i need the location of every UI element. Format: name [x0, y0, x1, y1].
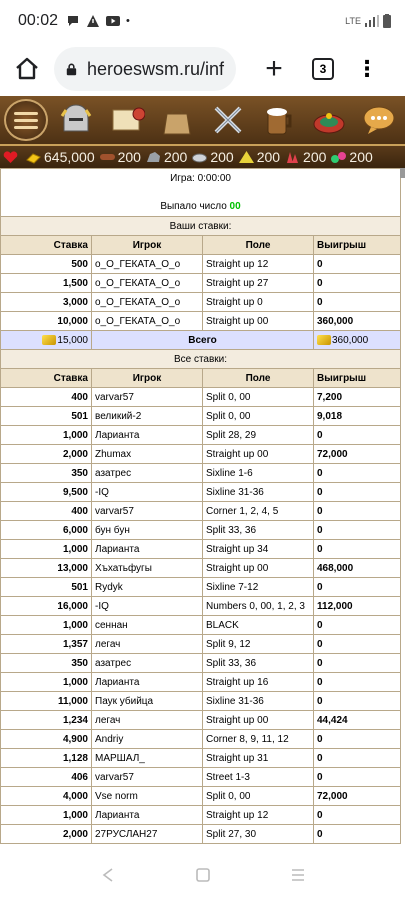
game-nav-bar — [0, 96, 405, 146]
all-bets-body — [1, 388, 401, 844]
status-bar — [0, 0, 405, 42]
bet-row — [1, 521, 401, 540]
resource-gold — [25, 149, 95, 165]
resource-gold-value: 645,000 — [44, 149, 95, 165]
bet-field-cell: Straight up 00 — [203, 559, 314, 578]
win-amount-cell: 0 — [314, 464, 401, 483]
bet-row — [1, 293, 401, 312]
bet-amount-cell: 501 — [1, 578, 92, 597]
win-amount-cell: 9,018 — [314, 407, 401, 426]
player-name-cell: varvar57 — [92, 388, 203, 407]
player-name-cell: -IQ — [92, 483, 203, 502]
bet-amount-cell: 2,000 — [1, 825, 92, 844]
bet-row — [1, 274, 401, 293]
total-bet-value: 15,000 — [57, 334, 88, 346]
gold-icon — [317, 335, 331, 345]
bet-amount-cell: 16,000 — [1, 597, 92, 616]
bet-row — [1, 616, 401, 635]
win-amount-cell: 0 — [314, 255, 401, 274]
bet-amount-cell: 350 — [1, 464, 92, 483]
mercury-icon — [191, 150, 208, 164]
bet-amount-cell: 400 — [1, 388, 92, 407]
bet-row — [1, 825, 401, 844]
bet-field-cell: Straight up 0 — [203, 293, 314, 312]
player-name-cell: Ларианта — [92, 540, 203, 559]
home-nav-icon[interactable] — [195, 867, 211, 883]
win-amount-cell: 0 — [314, 521, 401, 540]
bet-row — [1, 711, 401, 730]
bet-field-cell: Corner 8, 9, 11, 12 — [203, 730, 314, 749]
bet-field-cell: Sixline 7-12 — [203, 578, 314, 597]
win-amount-cell: 0 — [314, 825, 401, 844]
win-amount-cell: 0 — [314, 692, 401, 711]
player-name-cell: Паук убийца — [92, 692, 203, 711]
bet-field-cell: Split 0, 00 — [203, 388, 314, 407]
all-bets-title: Все ставки: — [1, 350, 401, 369]
roulette-results-table — [0, 168, 401, 844]
bet-amount-cell: 6,000 — [1, 521, 92, 540]
game-status: Игра: 0:00:00 — [1, 169, 401, 188]
bet-row — [1, 312, 401, 331]
browser-toolbar — [0, 42, 405, 96]
total-row — [1, 331, 401, 350]
bet-amount-cell: 3,000 — [1, 293, 92, 312]
roulette-button[interactable] — [307, 99, 351, 141]
bet-field-cell: Split 27, 30 — [203, 825, 314, 844]
my-bets-header — [1, 236, 401, 255]
bet-row — [1, 692, 401, 711]
resource-mercury-value: 200 — [210, 149, 234, 165]
win-amount-cell: 0 — [314, 540, 401, 559]
bet-field-cell: Straight up 00 — [203, 312, 314, 331]
win-amount-cell: 360,000 — [314, 312, 401, 331]
total-label: Всего — [92, 331, 314, 350]
back-nav-icon[interactable] — [100, 867, 116, 883]
bet-field-cell: Split 33, 36 — [203, 654, 314, 673]
bet-row — [1, 597, 401, 616]
player-name-cell: Zhumax — [92, 445, 203, 464]
bet-field-cell: Straight up 27 — [203, 274, 314, 293]
player-name-cell: Ларианта — [92, 806, 203, 825]
all-bets-header — [1, 369, 401, 388]
bet-field-cell: Straight up 16 — [203, 673, 314, 692]
bet-row — [1, 806, 401, 825]
bet-amount-cell: 1,357 — [1, 635, 92, 654]
youtube-notification-icon — [106, 14, 120, 28]
bet-amount-cell: 350 — [1, 654, 92, 673]
bet-amount-cell: 1,000 — [1, 616, 92, 635]
win-amount-cell: 0 — [314, 635, 401, 654]
win-amount-cell: 112,000 — [314, 597, 401, 616]
hero-helmet-button[interactable] — [55, 99, 99, 141]
bet-row — [1, 787, 401, 806]
bet-field-cell: Street 1-3 — [203, 768, 314, 787]
bet-row — [1, 730, 401, 749]
signal-icon — [365, 15, 379, 27]
browser-menu-button[interactable]: ⋮ — [356, 56, 378, 81]
bet-amount-cell: 1,234 — [1, 711, 92, 730]
wood-icon — [99, 150, 116, 164]
more-notifications-dot: • — [126, 15, 130, 27]
battery-icon — [383, 14, 391, 28]
win-amount-cell: 72,000 — [314, 445, 401, 464]
player-name-cell: азатрес — [92, 654, 203, 673]
my-bets-title: Ваши ставки: — [1, 217, 401, 236]
win-amount-cell: 7,200 — [314, 388, 401, 407]
ore-icon — [145, 150, 162, 164]
scroll-map-icon — [109, 104, 145, 136]
beer-mug-icon — [260, 102, 296, 138]
bet-field-cell: Sixline 1-6 — [203, 464, 314, 483]
player-name-cell: Andriy — [92, 730, 203, 749]
resource-ore-value: 200 — [163, 149, 188, 165]
bet-amount-cell: 4,900 — [1, 730, 92, 749]
resource-ore — [145, 149, 187, 165]
resources-bar — [0, 146, 405, 168]
map-scroll-button[interactable] — [105, 99, 149, 141]
win-amount-cell: 0 — [314, 616, 401, 635]
bet-row — [1, 502, 401, 521]
bet-field-cell: Straight up 31 — [203, 749, 314, 768]
warning-notification-icon — [86, 14, 100, 28]
roulette-wheel-icon — [311, 102, 347, 138]
status-right — [345, 14, 391, 28]
total-win-cell — [314, 331, 401, 350]
battles-swords-button[interactable] — [206, 99, 250, 141]
chat-button[interactable] — [358, 99, 402, 141]
bet-field-cell: Split 0, 00 — [203, 407, 314, 426]
bet-row — [1, 749, 401, 768]
win-amount-cell: 0 — [314, 768, 401, 787]
resource-crystal-value: 200 — [303, 149, 327, 165]
bet-field-cell: Straight up 00 — [203, 445, 314, 464]
resource-mercury — [191, 149, 233, 165]
bet-amount-cell: 1,128 — [1, 749, 92, 768]
bag-icon — [159, 102, 195, 138]
bet-field-cell: Straight up 00 — [203, 711, 314, 730]
player-name-cell: сеннан — [92, 616, 203, 635]
bet-row — [1, 635, 401, 654]
player-name-cell: o_O_ГЕКАТА_O_o — [92, 274, 203, 293]
result-prefix: Выпало число — [160, 201, 227, 213]
bet-amount-cell: 1,500 — [1, 274, 92, 293]
bet-amount-cell: 11,000 — [1, 692, 92, 711]
roulette-results-content[interactable] — [0, 168, 405, 845]
player-name-cell: o_O_ГЕКАТА_O_o — [92, 312, 203, 331]
col-field-header: Поле — [203, 236, 314, 255]
bet-field-cell: Split 28, 29 — [203, 426, 314, 445]
win-amount-cell: 0 — [314, 483, 401, 502]
bet-row — [1, 464, 401, 483]
player-name-cell: легач — [92, 635, 203, 654]
status-time: 00:02 — [18, 12, 59, 29]
bet-field-cell: Sixline 31-36 — [203, 483, 314, 502]
bet-field-cell: Corner 1, 2, 4, 5 — [203, 502, 314, 521]
win-amount-cell: 0 — [314, 749, 401, 768]
bet-row — [1, 654, 401, 673]
bet-amount-cell: 1,000 — [1, 540, 92, 559]
bet-row — [1, 388, 401, 407]
player-name-cell: Хъхатьфугы — [92, 559, 203, 578]
player-name-cell: 27РУСЛАН27 — [92, 825, 203, 844]
player-name-cell: великий-2 — [92, 407, 203, 426]
win-amount-cell: 44,424 — [314, 711, 401, 730]
network-type-label: LTE — [345, 16, 361, 26]
bet-amount-cell: 500 — [1, 255, 92, 274]
bet-amount-cell: 13,000 — [1, 559, 92, 578]
col-win-header: Выигрыш — [314, 236, 401, 255]
bet-row — [1, 483, 401, 502]
resource-gems-value: 200 — [349, 149, 373, 165]
bet-field-cell: Numbers 0, 00, 1, 2, 3 — [203, 597, 314, 616]
bet-row — [1, 255, 401, 274]
knight-helmet-icon — [58, 102, 94, 138]
resource-gems — [330, 149, 372, 165]
crossed-swords-icon — [210, 102, 246, 138]
home-button[interactable] — [10, 52, 44, 86]
result-line — [1, 198, 401, 217]
player-name-cell: МАРШАЛ_ — [92, 749, 203, 768]
player-name-cell: varvar57 — [92, 502, 203, 521]
bet-row — [1, 559, 401, 578]
total-bet-cell — [1, 331, 92, 350]
page-scrollbar[interactable] — [400, 168, 405, 178]
bet-amount-cell: 1,000 — [1, 673, 92, 692]
tavern-mug-button[interactable] — [257, 99, 301, 141]
bet-amount-cell: 406 — [1, 768, 92, 787]
bet-row — [1, 768, 401, 787]
hamburger-icon — [14, 110, 38, 130]
resource-health — [2, 150, 21, 164]
player-name-cell: o_O_ГЕКАТА_O_o — [92, 255, 203, 274]
col-player-header: Игрок — [92, 369, 203, 388]
chat-notification-icon — [66, 14, 80, 28]
bet-amount-cell: 501 — [1, 407, 92, 426]
player-name-cell: легач — [92, 711, 203, 730]
bet-field-cell: Straight up 12 — [203, 806, 314, 825]
win-amount-cell: 0 — [314, 654, 401, 673]
resource-wood — [99, 149, 141, 165]
player-name-cell: бун бун — [92, 521, 203, 540]
my-bets-body — [1, 255, 401, 331]
resource-crystal — [284, 149, 326, 165]
col-field-header: Поле — [203, 369, 314, 388]
player-name-cell: Vse norm — [92, 787, 203, 806]
player-name-cell: Rydyk — [92, 578, 203, 597]
win-amount-cell: 0 — [314, 293, 401, 312]
win-amount-cell: 0 — [314, 274, 401, 293]
gold-icon — [25, 150, 42, 164]
win-amount-cell: 0 — [314, 426, 401, 445]
bet-row — [1, 673, 401, 692]
gold-icon — [42, 335, 56, 345]
win-amount-cell: 0 — [314, 673, 401, 692]
new-tab-button[interactable]: + — [265, 52, 283, 85]
bet-amount-cell: 400 — [1, 502, 92, 521]
bet-field-cell: Sixline 31-36 — [203, 692, 314, 711]
gems-icon — [330, 150, 347, 164]
bet-amount-cell: 10,000 — [1, 312, 92, 331]
address-bar[interactable] — [54, 47, 236, 91]
bet-row — [1, 426, 401, 445]
col-bet-header: Ставка — [1, 369, 92, 388]
bet-amount-cell: 1,000 — [1, 426, 92, 445]
win-amount-cell: 72,000 — [314, 787, 401, 806]
player-name-cell: -IQ — [92, 597, 203, 616]
col-win-header: Выигрыш — [314, 369, 401, 388]
player-name-cell: o_O_ГЕКАТА_O_o — [92, 293, 203, 312]
bet-field-cell: Split 9, 12 — [203, 635, 314, 654]
bet-field-cell: BLACK — [203, 616, 314, 635]
bet-field-cell: Straight up 34 — [203, 540, 314, 559]
system-nav-bar — [0, 850, 405, 900]
chat-bubble-icon — [361, 102, 397, 138]
bet-field-cell: Split 33, 36 — [203, 521, 314, 540]
col-bet-header: Ставка — [1, 236, 92, 255]
bet-row — [1, 540, 401, 559]
lock-icon — [66, 61, 77, 77]
sulfur-icon — [238, 150, 255, 164]
bet-field-cell: Split 0, 00 — [203, 787, 314, 806]
player-name-cell: varvar57 — [92, 768, 203, 787]
bet-row — [1, 578, 401, 597]
heart-icon — [2, 150, 19, 164]
resource-sulfur-value: 200 — [256, 149, 281, 165]
main-menu-button[interactable] — [4, 99, 48, 141]
resource-sulfur — [238, 149, 280, 165]
bet-amount-cell: 1,000 — [1, 806, 92, 825]
tab-switcher-button[interactable]: 3 — [312, 58, 334, 80]
bet-amount-cell: 4,000 — [1, 787, 92, 806]
bet-row — [1, 407, 401, 426]
total-win-value: 360,000 — [332, 334, 369, 346]
win-amount-cell: 0 — [314, 502, 401, 521]
player-name-cell: Ларианта — [92, 673, 203, 692]
resource-wood-value: 200 — [117, 149, 141, 165]
win-amount-cell: 468,000 — [314, 559, 401, 578]
inventory-bag-button[interactable] — [156, 99, 200, 141]
col-player-header: Игрок — [92, 236, 203, 255]
recents-nav-icon[interactable] — [290, 867, 306, 883]
win-amount-cell: 0 — [314, 578, 401, 597]
url-text: heroeswsm.ru/inf — [86, 58, 224, 79]
bet-row — [1, 445, 401, 464]
bet-amount-cell: 2,000 — [1, 445, 92, 464]
bet-field-cell: Straight up 12 — [203, 255, 314, 274]
result-number: 00 — [229, 201, 241, 213]
player-name-cell: Ларианта — [92, 426, 203, 445]
bet-amount-cell: 9,500 — [1, 483, 92, 502]
crystal-icon — [284, 150, 301, 164]
win-amount-cell: 0 — [314, 806, 401, 825]
player-name-cell: азатрес — [92, 464, 203, 483]
win-amount-cell: 0 — [314, 730, 401, 749]
home-icon — [14, 56, 40, 82]
